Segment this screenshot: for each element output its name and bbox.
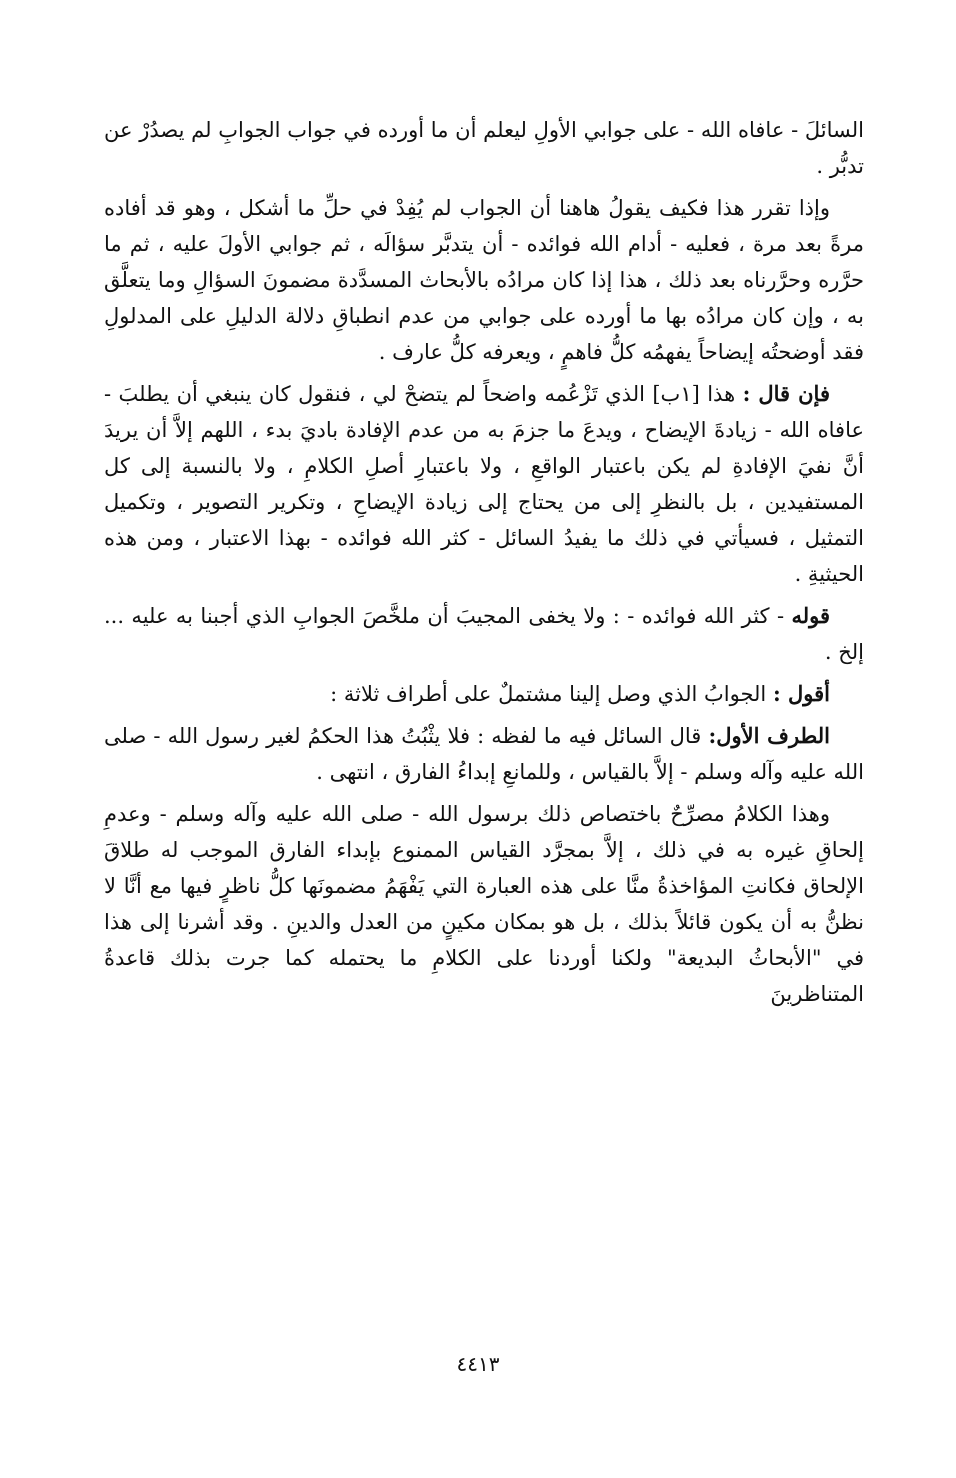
paragraph-text: وهذا الكلامُ مصرِّحٌ باختصاص ذلك برسول الله - صلى الله عليه وآله وسلم - وعدمِ إلحاقِ غيره به في ذلك ، إلاَّ بمجرَّد القياس الممنوع بإبداء الفارق الموجب له طلاقَ الإلحاق فكانتِ المؤاخذةُ منَّا على هذه العبارة التي يَفْهَمُ مضمونَها كلُّ ناظرٍ فيها مع أنَّا لا نظنُّ به أن يكون قائلاً بذلك ، بل هو بمكان مكينٍ من العدل والدينِ . وقد أشرنا إلى هذا في "الأبحاثُ البديعة" ولكنا أوردنا على الكلامِ ما يحتمله كما جرت بذلك قاعدةُ المتناظرينَ (104, 802, 864, 1006)
paragraph-lead: أقول : (772, 681, 830, 706)
paragraph-4 (104, 598, 864, 670)
paragraph-text: الجوابُ الذي وصل إلينا مشتملٌ على أطراف ثلاثة : (330, 682, 773, 706)
paragraph-text: هذا [١ب] الذي تَزْعُمه واضحاً لم يتضحْ لي ، فنقول كان ينبغي أن يطلبَ - عافاه الله - زيادةَ الإيضاح ، ويدعَ ما جزمَ به من عدم الإفادة باديَ بدء ، اللهم إلاَّ أن يريدَ أنَّ نفيَ الإفادةِ لم يكن باعتبار الواقعِ ، ولا باعتبارِ أصلِ الكلامِ ، ولا بالنسبة إلى كل المستفيدين ، بل بالنظرِ إلى من يحتاج إلى زيادة الإيضاحِ ، وتكرير التصوير ، وتكميل التمثيل ، فسيأتي في ذلك ما يفيدُ السائل - كثر الله فوائده - بهذا الاعتبار ، ومن هذه الحيثيةِ . (104, 382, 864, 586)
paragraph-1 (104, 112, 864, 184)
paragraph-7 (104, 796, 864, 1012)
paragraph-lead: الطرف الأول: (708, 723, 830, 748)
page-body (104, 112, 864, 1018)
page-number: ٤٤١٣ (456, 1352, 500, 1376)
paragraph-text: قال السائل فيه ما لفظه : فلا يثْبُتُ هذا الحكمُ لغير رسول الله - صلى الله عليه وآله وسلم - إلاَّ بالقياس ، وللمانعِ إبداءُ الفارق ، انتهى . (104, 724, 864, 784)
paragraph-3 (104, 376, 864, 592)
paragraph-5 (104, 676, 864, 712)
paragraph-2 (104, 190, 864, 370)
paragraph-6 (104, 718, 864, 790)
paragraph-text: - كثر الله فوائده - : ولا يخفى المجيبَ أن ملخَّصَ الجوابِ الذي أجبنا به عليه ... إلخ . (104, 604, 864, 664)
paragraph-text: السائلَ - عافاه الله - على جوابي الأولِ ليعلم أن ما أورده في جواب الجوابِ لم يصدُرْ عن تدبُّر . (104, 118, 864, 178)
paragraph-text: وإذا تقرر هذا فكيف يقولُ هاهنا أن الجواب لم يُفِدْ في حلِّ ما أشكل ، وهو قد أفاده مرةً بعد مرة ، فعليه - أدام الله فوائده - أن يتدبَّر سؤالَه ، ثم جوابي الأولَ عليه ، ثم ما حرَّره وحرَّرناه بعد ذلك ، هذا إذا كان مرادُه بالأبحاث المسدَّدة مضمونَ السؤالِ وما يتعلَّق به ، وإن كان مرادُه بها ما أورده على جوابي من عدم انطباقِ دلالة الدليلِ على المدلولِ فقد أوضحتُه إيضاحاً يفهمُه كلُّ فاهمٍ ، ويعرفه كلُّ عارف . (104, 196, 864, 364)
paragraph-lead: فإن قال : (742, 381, 830, 406)
paragraph-lead: قوله (791, 603, 830, 628)
